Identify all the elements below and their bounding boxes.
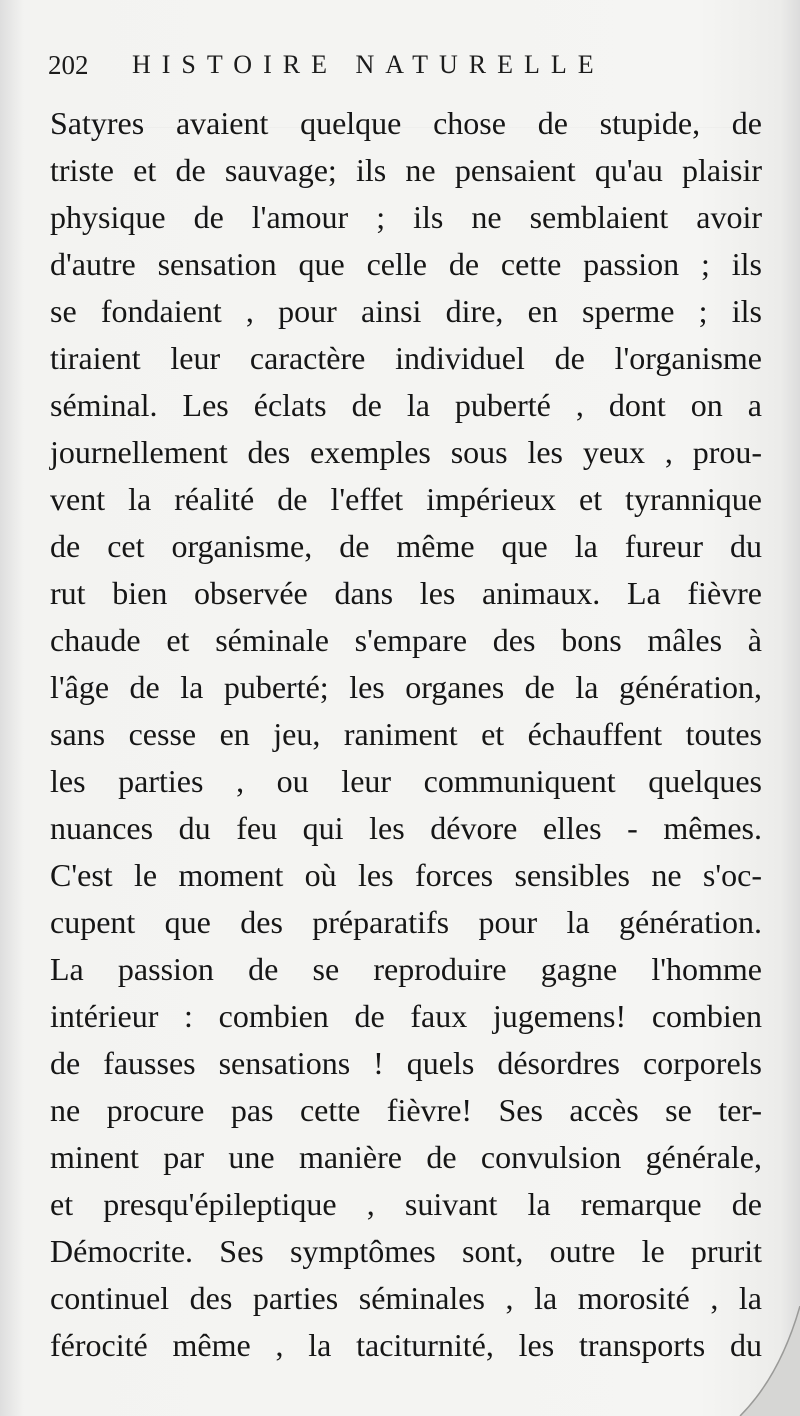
text-line: d'autre sensation que celle de cette passion ; ils (50, 246, 762, 282)
text-line: les parties , ou leur communiquent quelques (50, 763, 762, 799)
page-number: 202 (48, 50, 89, 80)
text-line: séminal. Les éclats de la puberté , dont on a (50, 387, 762, 423)
text-line: minent par une manière de convulsion générale, (50, 1139, 762, 1175)
page-corner-curl (720, 1306, 800, 1416)
text-line: férocité même , la taciturnité, les transports du (50, 1327, 762, 1363)
page-header (48, 50, 750, 84)
body-text (50, 100, 762, 1369)
text-line: journellement des exemples sous les yeux , prou- (50, 434, 762, 470)
text-line: tiraient leur caractère individuel de l'organisme (50, 340, 762, 376)
text-line: sans cesse en jeu, raniment et échauffent toutes (50, 716, 762, 752)
running-head: HISTOIRE NATURELLE (132, 50, 605, 79)
text-line: de cet organisme, de même que la fureur du (50, 528, 762, 564)
text-line: cupent que des préparatifs pour la génération. (50, 904, 762, 940)
text-line: et presqu'épileptique , suivant la remarque de (50, 1186, 762, 1222)
text-line: intérieur : combien de faux jugemens! combien (50, 998, 762, 1034)
text-line: vent la réalité de l'effet impérieux et tyrannique (50, 481, 762, 517)
text-line: se fondaient , pour ainsi dire, en sperme ; ils (50, 293, 762, 329)
text-line: Satyres avaient quelque chose de stupide, de (50, 105, 762, 141)
text-line: La passion de se reproduire gagne l'homme (50, 951, 762, 987)
text-line: triste et de sauvage; ils ne pensaient qu'au plaisir (50, 152, 762, 188)
text-line: l'âge de la puberté; les organes de la génération, (50, 669, 762, 705)
text-line: rut bien observée dans les animaux. La fièvre (50, 575, 762, 611)
text-line: C'est le moment où les forces sensibles ne s'oc- (50, 857, 762, 893)
text-line: de fausses sensations ! quels désordres corporels (50, 1045, 762, 1081)
text-line: Démocrite. Ses symptômes sont, outre le prurit (50, 1233, 762, 1269)
text-line: physique de l'amour ; ils ne semblaient avoir (50, 199, 762, 235)
text-line: chaude et séminale s'empare des bons mâles à (50, 622, 762, 658)
text-line: ne procure pas cette fièvre! Ses accès se ter- (50, 1092, 762, 1128)
text-line: continuel des parties séminales , la morosité , la (50, 1280, 762, 1316)
text-line: nuances du feu qui les dévore elles - mêmes. (50, 810, 762, 846)
